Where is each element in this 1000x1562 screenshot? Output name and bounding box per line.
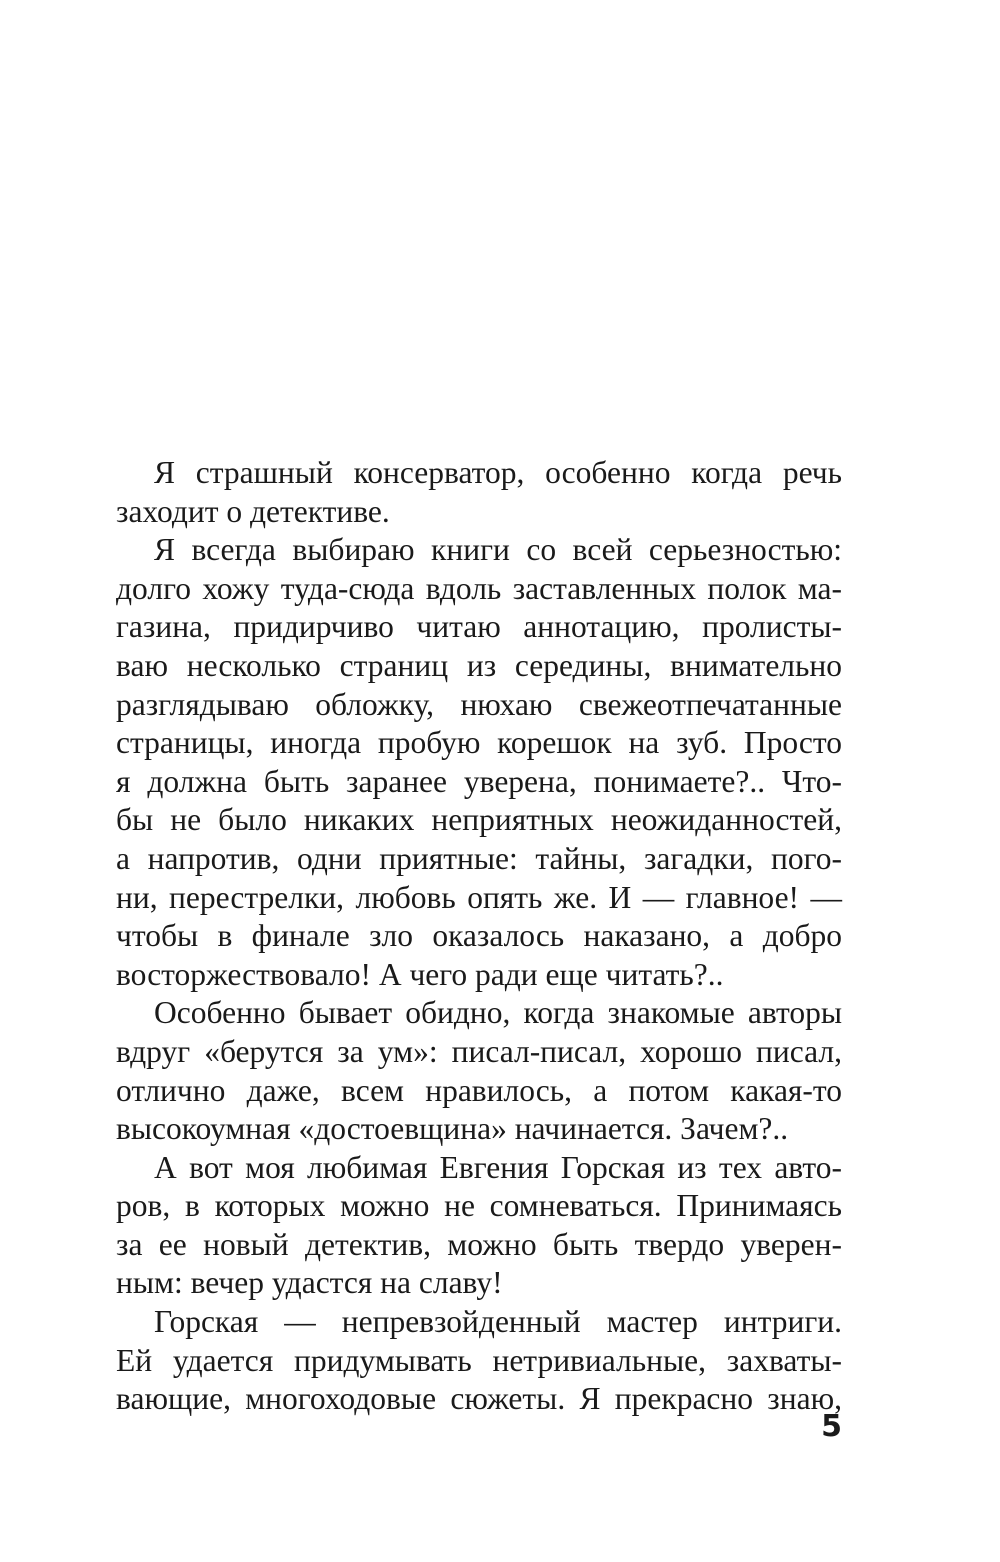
text-line: вающие, многоходовые сюжеты. Я прекрасно знаю, xyxy=(116,1381,842,1417)
text-line: ров, в которых можно не сомневаться. Принимаясь xyxy=(116,1188,842,1224)
text-line: страницы, иногда пробую корешок на зуб. Просто xyxy=(116,725,842,761)
body-text xyxy=(116,454,842,1419)
text-line: Ей удается придумывать нетривиальные, захваты- xyxy=(116,1342,842,1378)
text-line: А вот моя любимая Евгения Горская из тех авто- xyxy=(154,1149,842,1185)
text-line: а напротив, одни приятные: тайны, загадки, пого- xyxy=(116,840,842,876)
paragraph xyxy=(116,531,842,994)
text-line: долго хожу туда-сюда вдоль заставленных полок ма- xyxy=(116,570,842,606)
text-line: Я страшный консерватор, особенно когда речь xyxy=(154,455,842,490)
text-line: вдруг «берутся за ум»: писал-писал, хорошо писал, xyxy=(116,1033,842,1069)
page-number: 5 xyxy=(821,1409,842,1444)
text-line: я должна быть заранее уверена, понимаете?.. Что- xyxy=(116,763,842,799)
text-line: высокоумная «достоевщина» начинается. Зачем?.. xyxy=(116,1111,789,1147)
paragraph xyxy=(116,454,842,531)
text-line: чтобы в финале зло оказалось наказано, а добро xyxy=(116,918,842,954)
text-line: ваю несколько страниц из середины, внимательно xyxy=(116,647,842,683)
paragraph xyxy=(116,1149,842,1303)
text-line: ни, перестрелки, любовь опять же. И — главное! — xyxy=(116,879,842,915)
text-line: отлично даже, всем нравилось, а потом какая-то xyxy=(116,1072,842,1108)
text-line: газина, придирчиво читаю аннотацию, пролисты- xyxy=(116,609,842,645)
text-line: ным: вечер удастся на славу! xyxy=(116,1265,503,1301)
text-line: бы не было никаких неприятных неожиданностей, xyxy=(116,802,842,838)
text-line: восторжествовало! А чего ради еще читать?.. xyxy=(116,956,724,992)
paragraph xyxy=(116,994,842,1148)
text-line: Я всегда выбираю книги со всей серьезностью: xyxy=(154,532,842,568)
text-line: Горская — непревзойденный мастер интриги. xyxy=(154,1304,842,1340)
paragraph xyxy=(116,1303,842,1419)
text-line: разглядываю обложку, нюхаю свежеотпечатанные xyxy=(116,686,842,722)
text-line: заходит о детективе. xyxy=(116,493,390,529)
text-line: Особенно бывает обидно, когда знакомые авторы xyxy=(154,995,842,1031)
text-line: за ее новый детектив, можно быть твердо уверен- xyxy=(116,1226,842,1262)
